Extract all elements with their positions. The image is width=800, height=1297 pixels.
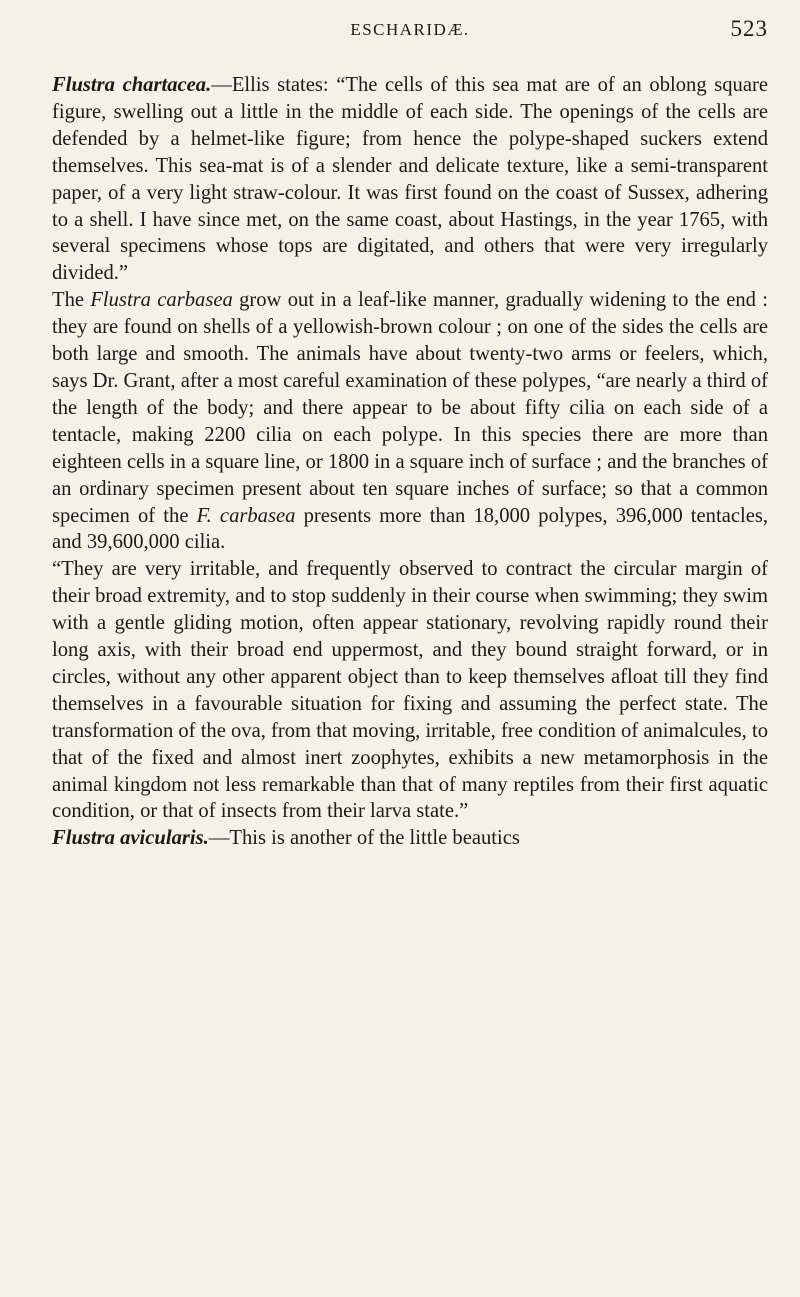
paragraph-text: —This is another of the little beautics bbox=[208, 827, 520, 850]
paragraph-text: —Ellis states: “The cells of this sea mat are of an oblong square figure, swelling out a little in the middle of each side. The openings of the cells are defended by a helmet-like figure; from hence the polype-shaped suckers extend themselves. This sea-mat is of a slender and delicate texture, like a semi-transparent paper, of a very light straw-colour. It was first found on the coast of Sussex, adhering to a shell. I have since met, on the same coast, about Hastings, in the year 1765, with several specimens whose tops are digitated, and others that were very irregularly divided.” bbox=[52, 74, 768, 285]
body-text bbox=[52, 72, 768, 852]
page-number: 523 bbox=[730, 16, 768, 41]
paragraph-text: “They are very irritable, and frequently observed to contract the circular margin of their broad extremity, and to stop suddenly in their course when swimming; they swim with a gentle gliding motion, often appear stationary, revolving rapidly round their long axis, with their broad end uppermost, and they bound straight forward, or in circles, without any other apparent object than to keep themselves afloat till they find themselves in a favourable situation for fixing and assuming the perfect state. The transformation of the ova, from that moving, irritable, free condition of animalcules, to that of the fixed and almost inert zoophytes, exhibits a new metamorphosis in the animal kingdom not less remarkable than that of many reptiles from their first aquatic condition, or that of insects from their larva state.” bbox=[52, 558, 768, 823]
paragraph-text: presents more than 18,000 polypes, 396,000 tentacles, and 39,600,000 cilia. bbox=[52, 504, 768, 554]
paragraph-flustra-chartacea bbox=[52, 72, 768, 287]
taxon-name: Flustra carbasea bbox=[90, 289, 233, 312]
book-page bbox=[52, 14, 768, 1284]
paragraph-flustra-avicularis bbox=[52, 825, 768, 852]
paragraph-flustra-carbasea bbox=[52, 287, 768, 556]
taxon-name: F. carbasea bbox=[196, 504, 296, 527]
taxon-heading: Flustra avicularis. bbox=[52, 827, 209, 850]
paragraph-quotation bbox=[52, 556, 768, 825]
paragraph-text: The bbox=[52, 289, 91, 312]
running-head bbox=[52, 14, 768, 54]
running-title: ESCHARIDÆ. bbox=[350, 20, 470, 39]
taxon-heading: Flustra chartacea. bbox=[52, 74, 212, 96]
paragraph-text: grow out in a leaf-like manner, gradually widening to the end : they are found on shells of a yellowish-brown colour ; on one of the sides the cells are both large and smooth. The animals have about twenty-two arms or feelers, which, says Dr. Grant, after a most careful examination of these polypes, “are nearly a third of the length of the body; and there appear to be about fifty cilia on each side of a tentacle, making 2200 cilia on each polype. In this species there are more than eighteen cells in a square line, or 1800 in a square inch of surface ; and the branches of an ordinary specimen present about ten square inches of surface; so that a common specimen of the bbox=[52, 289, 768, 527]
